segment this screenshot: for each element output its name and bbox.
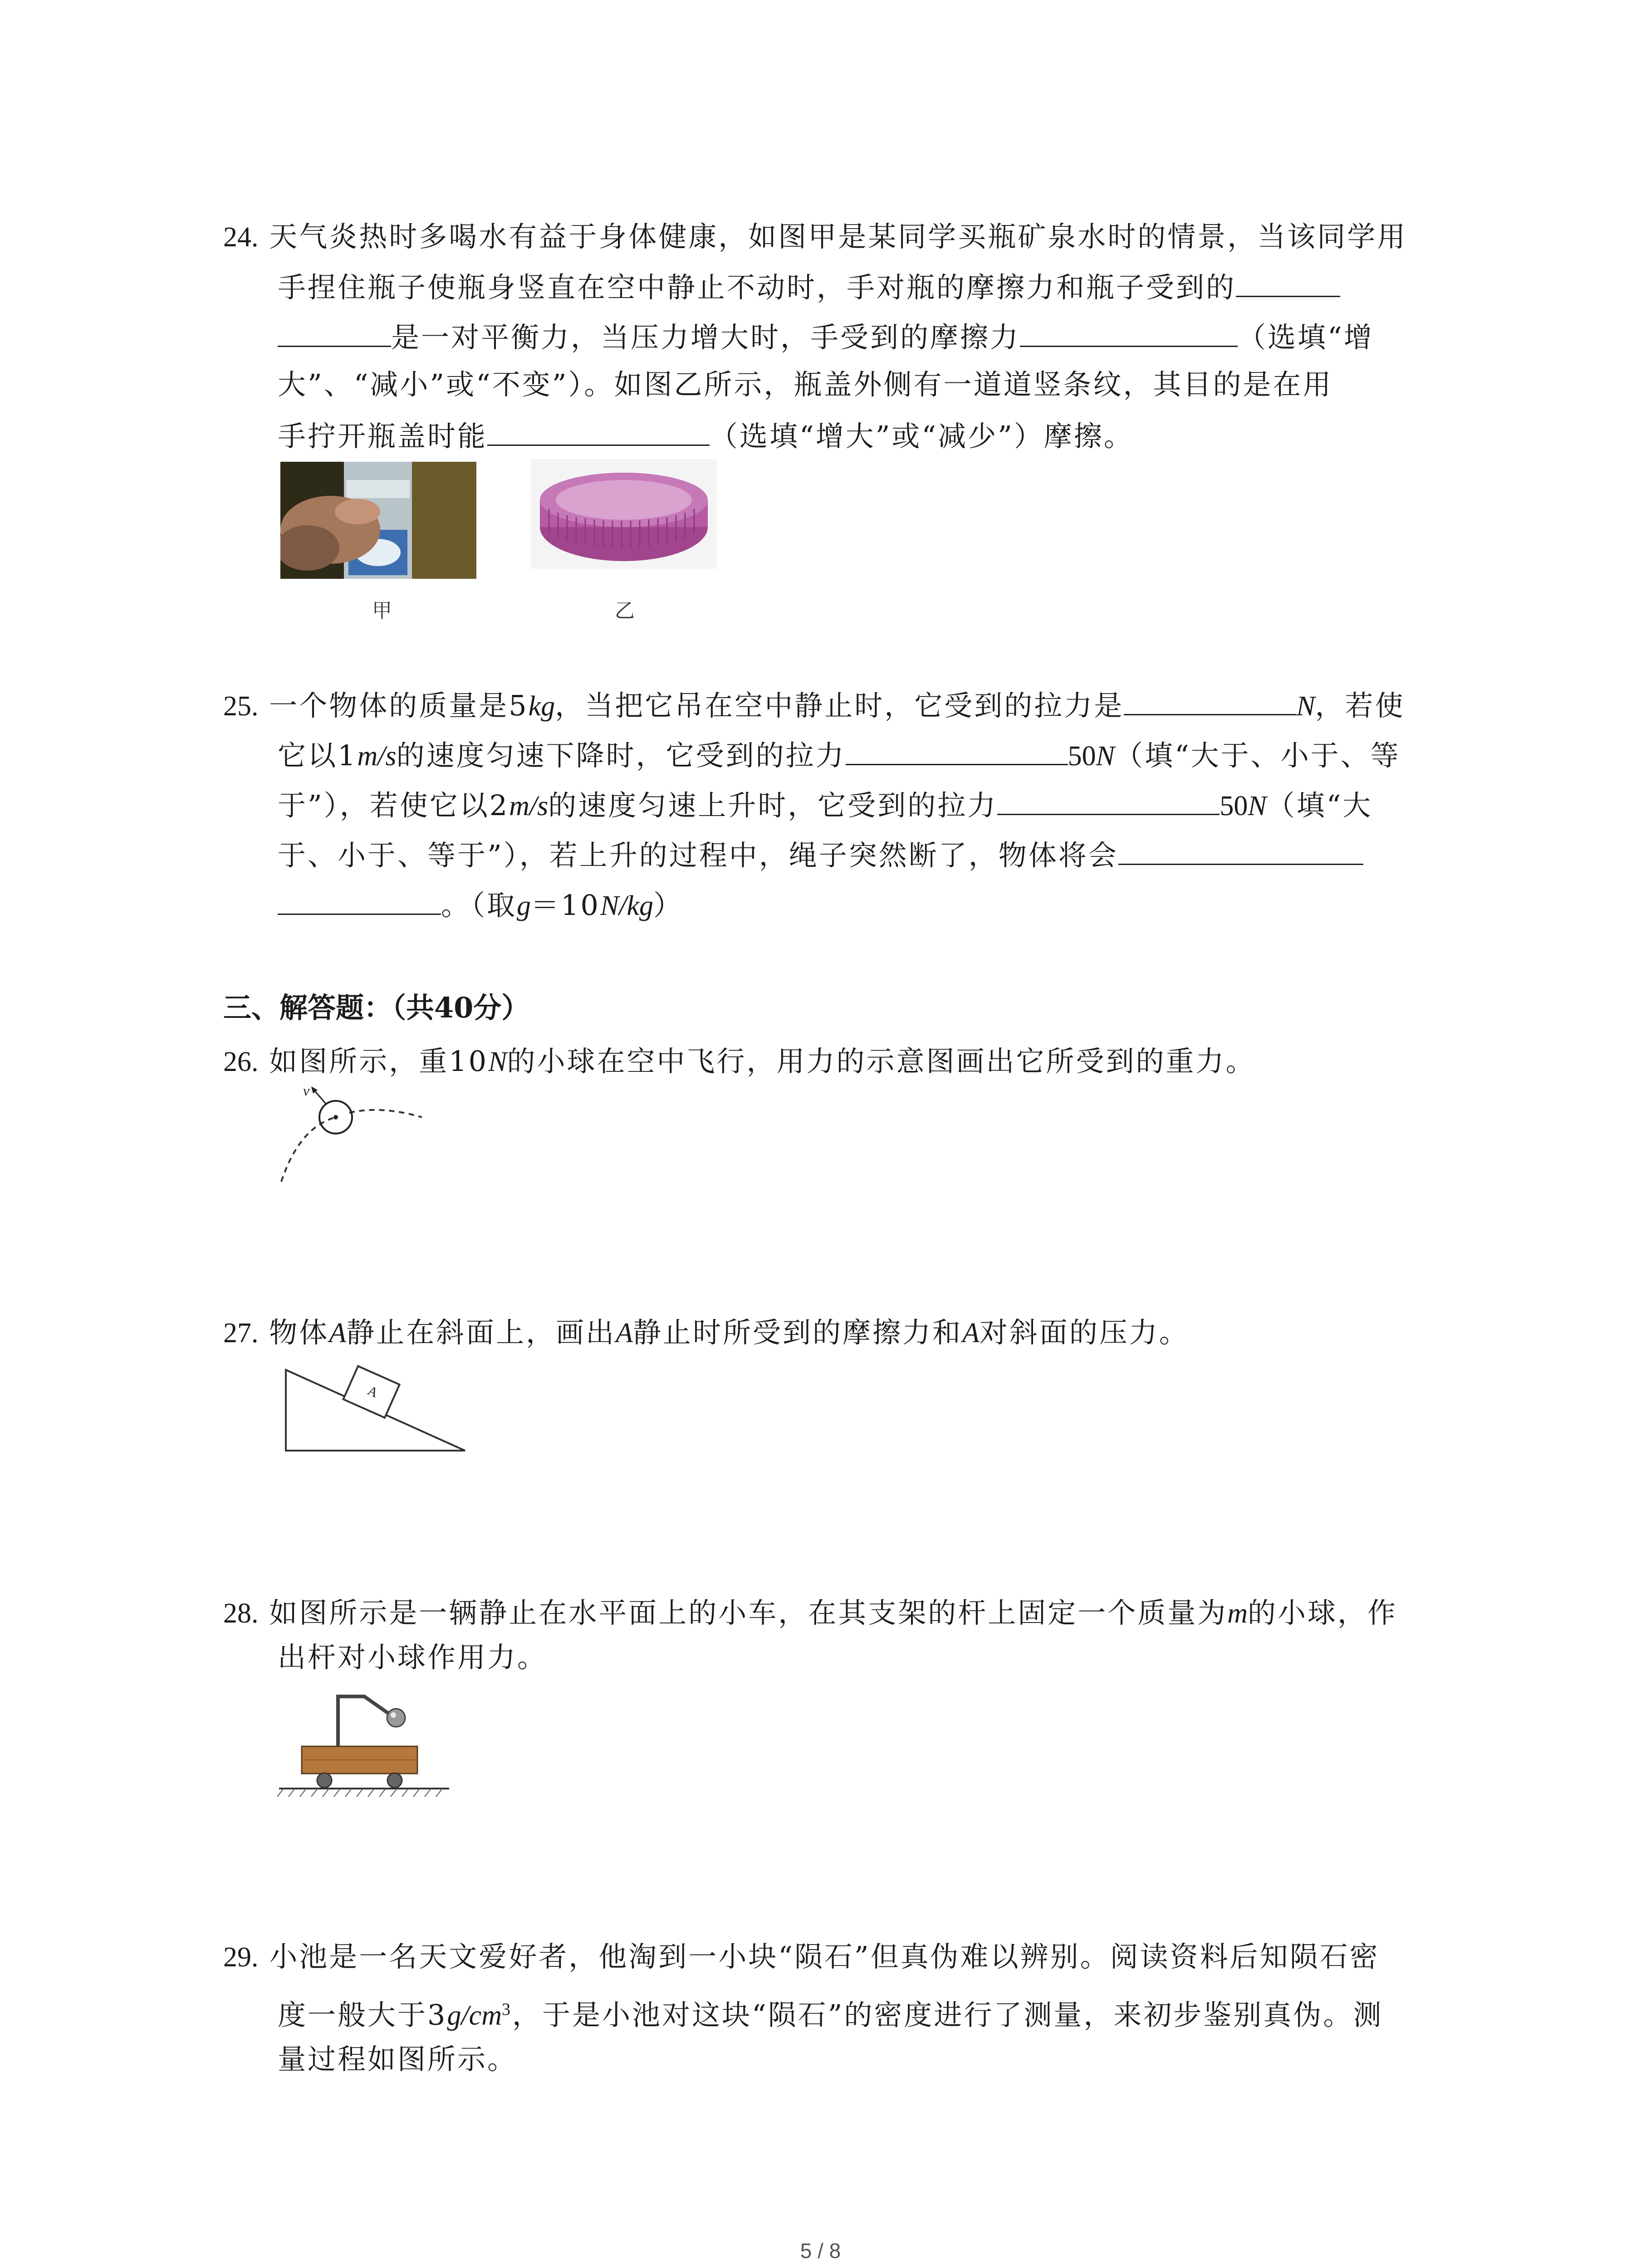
q25-text-1c: ，若使	[1315, 689, 1405, 722]
q25-value-50-b: 50	[1220, 791, 1248, 821]
q25-line-3	[278, 786, 1372, 824]
q25-line-5	[278, 885, 683, 924]
q25-unit-N-3: N	[1248, 791, 1267, 821]
q25-unit-ms: m/s	[357, 741, 397, 772]
q27-text-c: 静止时所受到的摩擦力和	[633, 1316, 963, 1349]
q25-text-2c: （填“大于、小于、等	[1114, 739, 1401, 772]
q27-text-d: 对斜面的压力。	[979, 1316, 1189, 1349]
q29-text-3: 量过程如图所示。	[278, 2043, 518, 2076]
q25-blank-3[interactable]	[997, 786, 1220, 815]
q24-text-1: 天气炎热时多喝水有益于身体健康，如图甲是某同学买瓶矿泉水时的情景，当该同学用	[269, 220, 1407, 253]
q25-text-1a: 一个物体的质量是5	[269, 689, 529, 722]
q25-line-2	[278, 736, 1401, 774]
velocity-label: v	[303, 1082, 310, 1099]
q25-text-3a: 于”），若使它以2	[278, 789, 509, 822]
q27-text-b: 静止在斜面上，画出	[346, 1316, 616, 1349]
q25-text-3c: （填“大	[1266, 789, 1373, 822]
photo-hand-bottle	[280, 462, 476, 579]
q25-text-3b: 的速度匀速上升时，它受到的拉力	[548, 789, 998, 822]
cart-diagram	[274, 1681, 456, 1803]
q28-var-m: m	[1227, 1598, 1248, 1629]
q25-text-1b: ，当把它吊在空中静止时，它受到的拉力是	[555, 689, 1124, 722]
q27-line	[223, 1315, 1189, 1351]
q24-blank-1[interactable]	[1236, 268, 1340, 297]
q26-text-a: 如图所示，重10	[269, 1045, 489, 1078]
q28-text-1a: 如图所示是一辆静止在水平面上的小车，在其支架的杆上固定一个质量为	[269, 1596, 1228, 1629]
q29-number: 29.	[223, 1942, 259, 1973]
q26-text-b: 的小球在空中飞行，用力的示意图画出它所受到的重力。	[507, 1045, 1256, 1078]
q24-text-4: 大”、“减小”或“不变”）。如图乙所示，瓶盖外侧有一道道竖条纹，其目的是在用	[278, 368, 1333, 401]
q28-text-1b: 的小球，作	[1248, 1596, 1398, 1629]
q25-text-5b: ＝10	[531, 889, 600, 922]
q28-text-2: 出杆对小球作用力。	[278, 1641, 548, 1674]
photo-bottle-cap	[531, 459, 717, 569]
q25-text-2a: 它以1	[278, 739, 358, 772]
q24-blank-3[interactable]	[487, 416, 710, 446]
q24-text-2: 手捏住瓶子使瓶身竖直在空中静止不动时，手对瓶的摩擦力和瓶子受到的	[278, 271, 1236, 304]
q29-text-1: 小池是一名天文爱好者，他淘到一小块“陨石”但真伪难以辨别。阅读资料后知陨石密	[269, 1940, 1380, 1973]
q29-line-1	[223, 1939, 1380, 1975]
q25-unit-N-2: N	[1096, 741, 1115, 772]
q27-text-a: 物体	[269, 1316, 329, 1349]
q24-text-3b: （选填“增	[1238, 321, 1374, 354]
q25-unit-g: g	[517, 890, 531, 921]
q24-blank-2[interactable]	[1020, 318, 1238, 347]
q25-text-5c: ）	[653, 889, 684, 922]
q24-text-5b: （选填“增大”或“减少”）摩擦。	[710, 420, 1134, 453]
incline-diagram	[281, 1356, 472, 1456]
q29-line-3	[278, 2041, 517, 2077]
q25-line-1	[223, 686, 1405, 724]
page-number: 5 / 8	[800, 2239, 841, 2263]
q25-value-50-a: 50	[1068, 741, 1096, 772]
q28-line-1	[223, 1595, 1397, 1632]
q25-blank-2[interactable]	[846, 736, 1068, 765]
q24-line-1	[223, 219, 1407, 255]
q25-blank-1[interactable]	[1124, 686, 1296, 715]
q25-line-4	[278, 836, 1363, 874]
q24-line-3	[278, 318, 1374, 356]
q26-unit-N: N	[488, 1046, 507, 1077]
q24-number: 24.	[223, 222, 259, 253]
q29-superscript-3: 3	[501, 2000, 512, 2019]
q29-text-2a: 度一般大于3	[278, 1998, 447, 2032]
q25-number: 25.	[223, 691, 259, 722]
q24-blank-1-cont[interactable]	[278, 318, 391, 347]
q25-unit-ms-2: m/s	[509, 791, 549, 821]
q25-blank-4[interactable]	[1118, 836, 1363, 865]
q27-var-A-1: A	[329, 1318, 347, 1349]
q29-line-2	[278, 1991, 1383, 2034]
q25-unit-N: N	[1296, 691, 1315, 722]
q25-unit-kg: kg	[528, 691, 555, 722]
caption-jia: 甲	[372, 599, 392, 622]
q26-line	[223, 1043, 1256, 1080]
block-A-label: A	[365, 1383, 381, 1401]
q29-text-2b: ，于是小池对这块“陨石”的密度进行了测量，来初步鉴别真伪。测	[512, 1998, 1383, 2032]
q25-unit-Nkg: N/kg	[600, 890, 654, 921]
q27-var-A-3: A	[962, 1318, 980, 1349]
flying-ball-diagram	[272, 1082, 426, 1191]
q24-line-5	[278, 416, 1134, 455]
q25-text-5a: 。（取	[441, 889, 517, 922]
q24-text-5a: 手拧开瓶盖时能	[278, 420, 488, 453]
q29-unit-gcm: g/cm	[447, 2000, 502, 2031]
q24-line-4	[278, 367, 1332, 403]
q25-blank-4-cont[interactable]	[278, 885, 441, 915]
q28-line-2	[278, 1639, 547, 1676]
q24-line-2	[278, 268, 1340, 306]
q25-text-4: 于、小于、等于”），若上升的过程中，绳子突然断了，物体将会	[278, 839, 1118, 872]
q26-number: 26.	[223, 1046, 259, 1077]
q27-number: 27.	[223, 1318, 259, 1349]
q27-var-A-2: A	[616, 1318, 633, 1349]
q25-text-2b: 的速度匀速下降时，它受到的拉力	[396, 739, 846, 772]
q28-number: 28.	[223, 1598, 259, 1629]
caption-yi: 乙	[615, 599, 635, 622]
q24-text-3a: 是一对平衡力，当压力增大时，手受到的摩擦力	[391, 321, 1020, 354]
section-title: 三、解答题：（共40分）	[223, 991, 530, 1024]
